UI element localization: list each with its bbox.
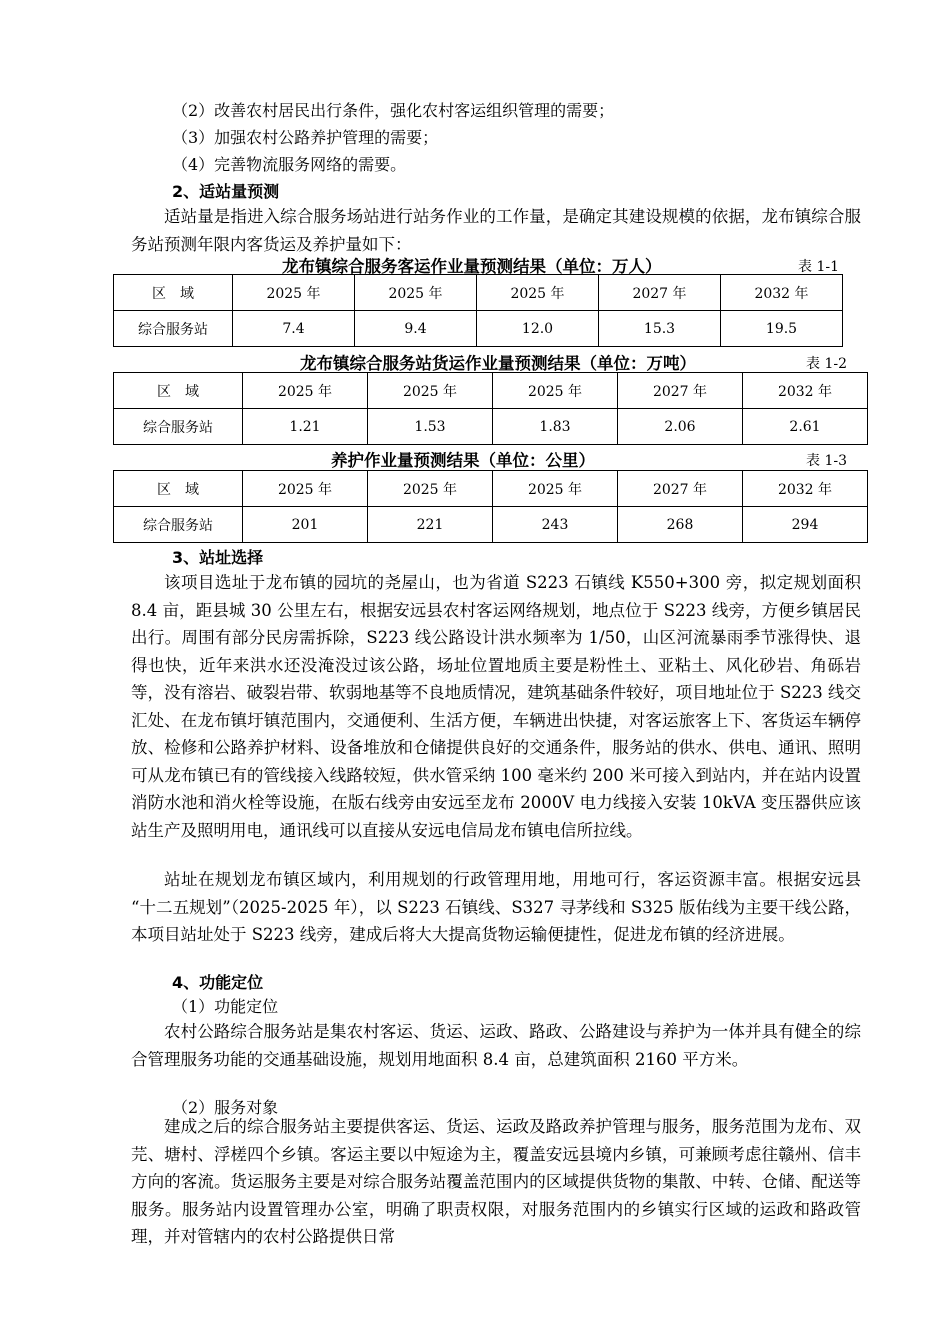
table-2-cell: 2.06 <box>618 409 743 445</box>
table-2-cell: 1.83 <box>493 409 618 445</box>
table-2-header-cell: 2025 年 <box>493 373 618 409</box>
table-3-header-cell: 2025 年 <box>368 471 493 507</box>
table-1-header-cell: 区 域 <box>114 275 233 311</box>
section-3-paragraph-1: 该项目选址于龙布镇的园坑的尧屋山，也为省道 S223 石镇线 K550+300 旁，拟定规划面积 8.4 亩，距县城 30 公里左右，根据安远县农村客运网络规划，地点位于 S223 线旁，方便乡镇居民出行。周围有部分民房需拆除，S223 线公路设计洪水频率为 1/50，山区河流暴雨季节涨得快、退得也快，近年来洪水还没淹没过该公路，场址位置地质主要是粉性土、亚粘土、风化砂岩、角砾岩等，没有溶岩、破裂岩带、软弱地基等不良地质情况，建筑基础条件较好，项目地址位于 S223 线交汇处、在龙布镇圩镇范围内，交通便利、生活方便，车辆进出快捷，对客运旅客上下、客货运车辆停放、检修和公路养护材料、设备堆放和仓储提供良好的交通条件，服务站的供水、供电、通讯、照明可从龙布镇已有的管线接入线路较短，供水管采纳 100 毫米约 200 米可接入到站内，并在站内设置消防水池和消火栓等设施，在版右线旁由安远至龙布 2000V 电力线接入安装 10kVA 变压器供应该站生产及照明用电，通讯线可以直接从安远电信局龙布镇电信所拉线。 <box>131 573 861 840</box>
table-3-data-row <box>114 507 868 543</box>
table-2-header-cell: 2032 年 <box>743 373 868 409</box>
table-1-number: 表 1-1 <box>798 259 839 275</box>
section-2-intro: 适站量是指进入综合服务场站进行站务作业的工作量，是确定其建设规模的依据，龙布镇综合服务站预测年限内客货运及养护量如下： <box>131 207 861 254</box>
table-2-header-cell: 2025 年 <box>368 373 493 409</box>
table-3-header-row <box>114 471 868 507</box>
table-3-cell: 268 <box>618 507 743 543</box>
table-1-cell: 7.4 <box>233 311 355 347</box>
table-1-cell: 19.5 <box>721 311 843 347</box>
table-3-header-cell: 2025 年 <box>493 471 618 507</box>
section-3-paragraph-2: 站址在规划龙布镇区域内，利用规划的行政管理用地，用地可行，客运资源丰富。根据安远县 “十二五规划”（2025-2025 年），以 S223 石镇线、S327 寻茅线和 S325 版佑线为主要干线公路，本项目站址处于 S223 线旁，建成后将大大提高货物运输便捷性，促进龙布镇的经济进展。 <box>131 870 861 944</box>
table-2-cell: 1.53 <box>368 409 493 445</box>
table-1-cell: 12.0 <box>477 311 599 347</box>
table-3 <box>113 470 868 543</box>
section-4-subheading-2: （2）服务对象 <box>172 1098 279 1117</box>
table-2-cell: 综合服务站 <box>114 409 243 445</box>
table-2-header-cell: 2025 年 <box>243 373 368 409</box>
table-1-header-row <box>114 275 843 311</box>
table-3-cell: 综合服务站 <box>114 507 243 543</box>
table-1-header-cell: 2032 年 <box>721 275 843 311</box>
table-2 <box>113 372 868 445</box>
table-2-header-cell: 区 域 <box>114 373 243 409</box>
table-3-header-cell: 2025 年 <box>243 471 368 507</box>
section-4-paragraph-2: 建成之后的综合服务站主要提供客运、货运、运政及路政养护管理与服务，服务范围为龙布、双芫、塘村、浮槎四个乡镇。客运主要以中短途为主，覆盖安远县境内乡镇，可兼顾考虑往赣州、信丰方向的客流。货运服务主要是对综合服务站覆盖范围内的区域提供货物的集散、中转、仓储、配送等服务。服务站内设置管理办公室，明确了职责权限，对服务范围内的乡镇实行区域的运政和路政管理，并对管辖内的农村公路提供日常 <box>131 1117 861 1246</box>
table-1-cell: 9.4 <box>355 311 477 347</box>
table-3-cell: 294 <box>743 507 868 543</box>
section-4-subheading-1: （1）功能定位 <box>172 997 279 1016</box>
list-item-2: （2）改善农村居民出行条件，强化农村客运组织管理的需要； <box>172 101 615 120</box>
table-1-header-cell: 2025 年 <box>477 275 599 311</box>
table-1-header-cell: 2027 年 <box>599 275 721 311</box>
list-item-3: （3）加强农村公路养护管理的需要； <box>172 128 439 147</box>
table-3-header-cell: 2032 年 <box>743 471 868 507</box>
table-3-number: 表 1-3 <box>806 453 847 469</box>
table-2-number: 表 1-2 <box>806 356 847 372</box>
table-3-cell: 221 <box>368 507 493 543</box>
table-3-title: 养护作业量预测结果（单位：公里） <box>331 451 595 470</box>
table-3-cell: 201 <box>243 507 368 543</box>
table-1-title: 龙布镇综合服务客运作业量预测结果（单位：万人） <box>282 257 662 276</box>
table-2-cell: 2.61 <box>743 409 868 445</box>
section-4-paragraph-1: 农村公路综合服务站是集农村客运、货运、运政、路政、公路建设与养护为一体并具有健全的综合管理服务功能的交通基础设施，规划用地面积 8.4 亩，总建筑面积 2160 平方米。 <box>131 1022 861 1069</box>
table-2-header-row <box>114 373 868 409</box>
section-4-heading: 4、功能定位 <box>172 973 264 992</box>
table-3-header-cell: 2027 年 <box>618 471 743 507</box>
list-item-4: （4）完善物流服务网络的需要。 <box>172 155 407 174</box>
section-3-heading: 3、站址选择 <box>172 548 264 567</box>
table-2-title: 龙布镇综合服务站货运作业量预测结果（单位：万吨） <box>300 354 696 373</box>
table-1-header-cell: 2025 年 <box>355 275 477 311</box>
table-2-data-row <box>114 409 868 445</box>
table-1-data-row <box>114 311 843 347</box>
table-2-header-cell: 2027 年 <box>618 373 743 409</box>
table-1 <box>113 274 843 347</box>
table-1-header-cell: 2025 年 <box>233 275 355 311</box>
section-2-heading: 2、适站量预测 <box>172 182 280 201</box>
table-1-cell: 综合服务站 <box>114 311 233 347</box>
table-3-cell: 243 <box>493 507 618 543</box>
table-2-cell: 1.21 <box>243 409 368 445</box>
table-3-header-cell: 区 域 <box>114 471 243 507</box>
table-1-cell: 15.3 <box>599 311 721 347</box>
